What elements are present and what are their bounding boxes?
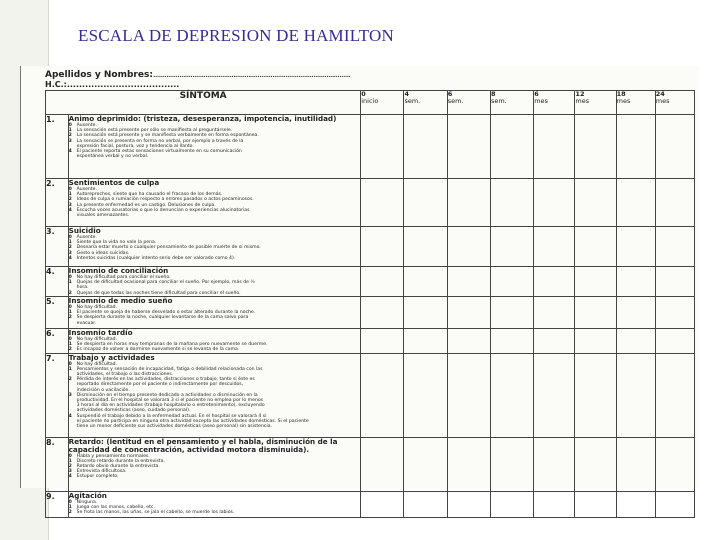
option-score: 0	[68, 123, 72, 128]
option-score: 1	[68, 366, 72, 372]
column-header: 12 mes	[575, 91, 616, 115]
option-score: 0	[68, 187, 72, 192]
score-cell[interactable]	[575, 115, 616, 179]
option-score: 0	[68, 499, 72, 505]
score-cell[interactable]	[447, 115, 490, 179]
option-score: 2	[68, 290, 72, 296]
item-number: 8.	[46, 437, 69, 491]
page-title: ESCALA DE DEPRESION DE HAMILTON	[78, 26, 394, 45]
option-text: Ausente.	[76, 235, 97, 240]
option-text: 3 horas al día en actividades (trabajo hospitalario o entretenimiento), excluyendo	[76, 403, 265, 409]
item-title: Trabajo y actividades	[68, 352, 155, 362]
column-header: 18 mes	[616, 91, 655, 115]
score-cell[interactable]	[575, 437, 616, 491]
score-cell[interactable]	[616, 353, 655, 437]
score-cell[interactable]	[534, 267, 575, 297]
table-row	[46, 227, 695, 267]
option-score: 0	[68, 337, 72, 342]
score-cell[interactable]	[575, 267, 616, 297]
option-text: Ideas de culpa o rumiación respecto a errores pasados o actos pecaminosos.	[76, 197, 254, 203]
score-cell[interactable]	[490, 491, 533, 517]
option-text: La sensación está presente y se manifiesta verbalmente en forma espontánea.	[76, 133, 259, 139]
score-cell[interactable]	[616, 491, 655, 517]
score-cell[interactable]	[534, 227, 575, 267]
score-cell[interactable]	[490, 267, 533, 297]
score-cell[interactable]	[404, 115, 447, 179]
option-score: 4	[68, 149, 72, 155]
option-text: El paciente reporta estas sensaciones virtualmente en su comunicación	[76, 149, 242, 155]
item-number: 5.	[46, 297, 69, 329]
item-body	[68, 437, 361, 491]
item-option	[69, 154, 361, 159]
option-text: Autoreproches, siente que ha causado el fracaso de los demás.	[76, 192, 223, 198]
score-cell[interactable]	[616, 437, 655, 491]
option-text: espontánea verbal y no verbal.	[76, 154, 149, 160]
option-text: tiene un menor deficiente sus actividades domésticas (aseo personal) sin asistencia.	[76, 424, 272, 430]
item-option	[69, 256, 361, 261]
score-cell[interactable]	[575, 227, 616, 267]
score-cell[interactable]	[490, 115, 533, 179]
column-header: 24 mes	[655, 91, 694, 115]
option-text: actividades domésticas (aseo, cuidado personal).	[76, 408, 191, 414]
item-body	[68, 179, 361, 227]
option-score	[69, 321, 77, 326]
option-score: 2	[68, 510, 72, 516]
item-body	[68, 267, 361, 297]
option-text: Ninguna.	[76, 499, 98, 505]
option-text: No hay dificultad.	[76, 337, 118, 342]
option-text: La sensación se presenta en forma no verbal, por ejemplo a través de la	[76, 138, 244, 144]
option-score: 2	[68, 245, 72, 251]
item-title: Animo deprimido: (tristeza, desesperanza, impotencia, inutilidad)	[68, 114, 337, 123]
item-title: Retardo: (lentitud en el pensamiento y el habla, disminución de la capacidad de concentración, actividad motora disminuida).	[68, 436, 338, 454]
option-score: 2	[68, 347, 72, 353]
score-cell[interactable]	[447, 227, 490, 267]
item-option	[69, 213, 361, 218]
option-text: No hay dificultad.	[76, 305, 118, 310]
option-text: Quejas de que todas las noches tiene dificultad para conciliar el sueño.	[76, 290, 241, 296]
score-cell[interactable]	[447, 179, 490, 227]
score-cell[interactable]	[655, 437, 694, 491]
option-score	[69, 213, 77, 218]
table-row	[46, 267, 695, 297]
score-cell[interactable]	[575, 491, 616, 517]
score-cell[interactable]	[655, 267, 694, 297]
score-cell[interactable]	[616, 297, 655, 329]
score-cell[interactable]	[490, 297, 533, 329]
option-score: 2	[68, 377, 72, 383]
option-text: expresión facial, postura, voz y tendencia al llanto.	[76, 143, 194, 149]
option-score: 1	[68, 458, 72, 464]
score-cell[interactable]	[490, 227, 533, 267]
item-number: 3.	[46, 227, 69, 267]
item-body	[68, 491, 361, 517]
score-cell[interactable]	[534, 353, 575, 437]
score-cell[interactable]	[655, 491, 694, 517]
option-score	[69, 154, 77, 159]
score-cell[interactable]	[616, 115, 655, 179]
item-number: 1.	[46, 115, 69, 179]
score-cell[interactable]	[490, 437, 533, 491]
option-text: indecisión o vacilación.	[76, 387, 130, 393]
option-score: 0	[68, 453, 72, 459]
score-cell[interactable]	[655, 227, 694, 267]
option-score: 1	[68, 240, 72, 246]
hamilton-scale-table	[45, 90, 695, 518]
score-cell[interactable]	[447, 267, 490, 297]
item-body	[68, 297, 361, 329]
name-label: Apellidos y Nombres:	[45, 70, 153, 80]
option-score: 3	[68, 469, 72, 475]
score-cell[interactable]	[616, 227, 655, 267]
table-row	[46, 115, 695, 179]
score-cell[interactable]	[655, 179, 694, 227]
score-cell[interactable]	[361, 297, 404, 329]
score-cell[interactable]	[490, 179, 533, 227]
item-body	[68, 329, 361, 354]
option-score: 2	[68, 197, 72, 203]
score-cell[interactable]	[404, 491, 447, 517]
option-text: Pensamientos y sensación de incapacidad, fatiga o debilidad relacionada con las	[76, 366, 263, 372]
option-text: Discreto retardo durante la entrevista.	[76, 458, 165, 464]
score-cell[interactable]	[361, 267, 404, 297]
option-score: 2	[68, 133, 72, 139]
option-score: 1	[68, 192, 72, 198]
scanned-form	[20, 66, 699, 516]
name-dots: ..........................................................................................................	[152, 70, 351, 80]
item-title: Sentimientos de culpa	[68, 178, 160, 187]
option-text: Escucha voces acusatorias o que lo denuncian o experiencias alucinatorias	[76, 207, 250, 213]
score-cell[interactable]	[361, 115, 404, 179]
score-cell[interactable]	[575, 353, 616, 437]
column-header: 4 sem.	[404, 91, 447, 115]
score-cell[interactable]	[447, 297, 490, 329]
score-cell[interactable]	[361, 227, 404, 267]
option-text: Juega con las manos, cabello, etc.	[76, 504, 155, 510]
score-cell[interactable]	[616, 267, 655, 297]
option-text: hora.	[76, 285, 89, 291]
option-text: El paciente se queja de haberse desvelado o estar alterado durante la noche.	[76, 310, 256, 316]
option-text: Retardo obvio durante la entrevista.	[76, 464, 160, 470]
score-cell[interactable]	[447, 353, 490, 437]
score-cell[interactable]	[404, 297, 447, 329]
table-header-row	[46, 91, 695, 115]
score-cell[interactable]	[534, 115, 575, 179]
option-score: 0	[68, 235, 72, 240]
item-option	[69, 347, 361, 352]
option-text: actividades, el trabajo o las distracciones.	[76, 372, 174, 378]
option-text: Siente que la vida no vale la pena.	[76, 240, 157, 246]
option-text: No hay dificultad.	[76, 361, 118, 367]
score-cell[interactable]	[616, 179, 655, 227]
score-cell[interactable]	[490, 353, 533, 437]
option-text: Desearía estar muerto o cualquier pensamiento de posible muerte de sí mismo.	[76, 245, 261, 251]
option-text: reportado directamente por el paciente o indirectamente por descuidos,	[76, 382, 244, 388]
option-score: 4	[68, 207, 72, 213]
item-number: 7.	[46, 353, 69, 437]
option-text: Ausente.	[76, 187, 97, 192]
score-cell[interactable]	[447, 329, 490, 354]
option-text: Se despierta durante la noche, cualquier levantarse de la cama salvo para	[76, 315, 249, 321]
score-cell[interactable]	[575, 329, 616, 354]
item-title: Agitación	[68, 490, 107, 500]
item-title: Suicidio	[68, 226, 101, 235]
score-cell[interactable]	[361, 329, 404, 354]
option-score: 1	[68, 280, 72, 286]
item-number: 2.	[46, 179, 69, 227]
option-score: 3	[68, 392, 72, 398]
option-text: La presente enfermedad es un castigo. Delusiones de culpa.	[76, 202, 216, 208]
score-cell[interactable]	[404, 437, 447, 491]
score-cell[interactable]	[404, 267, 447, 297]
item-body	[68, 115, 361, 179]
option-text: visuales amenazantes.	[76, 213, 130, 219]
column-header: 6 sem.	[447, 91, 490, 115]
option-text: Habla y pensamiento normales.	[76, 453, 150, 459]
score-cell[interactable]	[655, 353, 694, 437]
option-text: Ausente.	[76, 123, 97, 128]
score-cell[interactable]	[404, 179, 447, 227]
table-row	[46, 491, 695, 517]
option-text: Entrevista dificultosa.	[76, 469, 127, 475]
score-cell[interactable]	[361, 179, 404, 227]
item-body	[68, 227, 361, 267]
option-text: La sensación está presente por sólo se manifiesta al preguntársele.	[76, 128, 233, 134]
option-text: Se frota las manos, las uñas, se jala el cabello, se muerde los labios.	[76, 510, 235, 516]
option-score: 4	[68, 255, 72, 261]
option-score: 1	[68, 504, 72, 510]
table-row	[46, 329, 695, 354]
table-row	[46, 353, 695, 437]
sintoma-header: SÍNTOMA	[46, 91, 361, 115]
table-row	[46, 437, 695, 491]
score-cell[interactable]	[490, 329, 533, 354]
option-score: 3	[68, 202, 72, 208]
option-text: Intentos suicidas (cualquier intento serio debe ser valorado como 4).	[76, 255, 236, 261]
item-number: 9.	[46, 491, 69, 517]
score-cell[interactable]	[534, 491, 575, 517]
option-text: Se despierta en horas muy tempranas de la mañana pero nuevamente se duerme.	[76, 342, 268, 348]
option-text: el paciente no participa en ninguna otra actividad excepto las actividades domésticas. Si el paciente	[76, 418, 309, 424]
table-row	[46, 297, 695, 329]
score-cell[interactable]	[447, 437, 490, 491]
score-cell[interactable]	[404, 227, 447, 267]
option-score: 1	[68, 310, 72, 316]
score-cell[interactable]	[616, 329, 655, 354]
item-option	[69, 510, 361, 515]
column-header: 8 sem.	[490, 91, 533, 115]
score-cell[interactable]	[361, 353, 404, 437]
item-title: Insomnio de conciliación	[68, 266, 169, 275]
item-number: 6.	[46, 329, 69, 354]
item-title: Insomnio tardío	[68, 328, 133, 337]
hc-line: H.C.:.....................................	[45, 80, 180, 89]
option-text: Gesto o ideas suicidas.	[76, 250, 130, 256]
item-option	[69, 474, 361, 479]
option-text: Disminución en el tiempo presente dedicado a actividades o disminución en la	[76, 392, 258, 398]
option-score: 2	[68, 315, 72, 321]
score-cell[interactable]	[534, 179, 575, 227]
option-text: No hay dificultad para conciliar el sueño.	[76, 275, 171, 280]
score-cell[interactable]	[575, 297, 616, 329]
option-text: productividad. En el hospital se valorará 3 si el paciente no emplea por lo menos	[76, 398, 264, 404]
option-text: Suspendió el trabajo debido a la enfermedad actual. En el hospital se valorará 4 si	[76, 413, 267, 419]
score-cell[interactable]	[361, 491, 404, 517]
option-text: Pérdida de interés en las actividades, distracciones o trabajo, tanto si éste es	[76, 377, 255, 383]
option-score: 3	[68, 138, 72, 144]
option-score: 2	[68, 464, 72, 470]
score-cell[interactable]	[655, 329, 694, 354]
score-cell[interactable]	[655, 297, 694, 329]
item-number: 4.	[46, 267, 69, 297]
score-cell[interactable]	[534, 329, 575, 354]
item-title: Insomnio de medio sueño	[68, 296, 173, 305]
score-cell[interactable]	[404, 329, 447, 354]
item-option	[69, 424, 361, 429]
item-body	[68, 353, 361, 437]
score-cell[interactable]	[447, 491, 490, 517]
option-text: Quejas de dificultad ocasional para conciliar el sueño. Por ejemplo, más de ½	[76, 280, 255, 286]
name-line	[45, 70, 350, 80]
table-row	[46, 179, 695, 227]
score-cell[interactable]	[575, 179, 616, 227]
option-score: 1	[68, 128, 72, 134]
option-text: Es incapaz de volver a dormirse nuevamente si se levanta de la cama.	[76, 347, 240, 353]
column-header: 6 mes	[534, 91, 575, 115]
option-score: 3	[68, 250, 72, 256]
score-cell[interactable]	[655, 115, 694, 179]
item-option	[69, 321, 361, 326]
option-score: 4	[68, 413, 72, 419]
option-score: 1	[68, 342, 72, 348]
option-text: Estupor completo.	[76, 474, 119, 480]
column-header: 0 inicio	[361, 91, 404, 115]
option-score: 4	[68, 474, 72, 480]
option-score: 0	[68, 305, 72, 310]
option-score: 0	[68, 361, 72, 367]
score-cell[interactable]	[404, 353, 447, 437]
score-cell[interactable]	[534, 437, 575, 491]
option-score	[69, 424, 77, 429]
score-cell[interactable]	[361, 437, 404, 491]
score-cell[interactable]	[534, 297, 575, 329]
option-score: 0	[68, 275, 72, 280]
option-text: evacuar.	[76, 320, 97, 326]
